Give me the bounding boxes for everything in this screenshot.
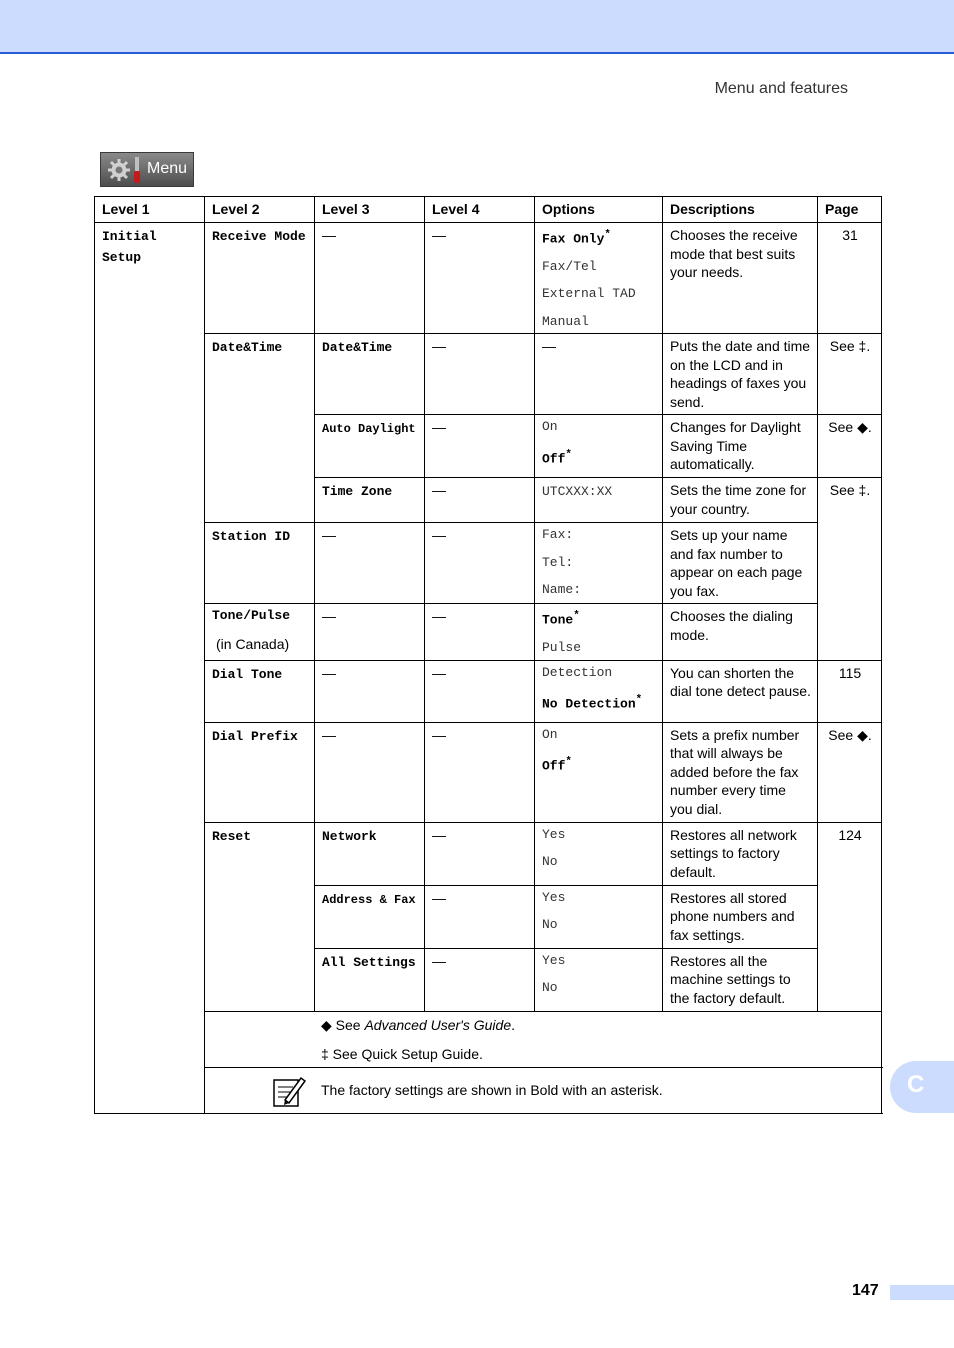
level3-cell: Date&Time	[315, 334, 425, 415]
level2-cell: Receive Mode	[205, 223, 315, 334]
level3-cell: —	[315, 523, 425, 604]
menu-settings-table	[94, 196, 882, 1114]
level2-cell: Station ID	[205, 523, 315, 604]
level3-cell: Auto Daylight	[315, 415, 425, 478]
level4-cell: —	[425, 604, 535, 660]
page-number-bar	[890, 1285, 954, 1300]
page-cell: See ◆.	[818, 415, 882, 478]
table-row-tone-pulse	[95, 604, 882, 660]
description-cell: Puts the date and time on the LCD and in headings of faxes you send.	[663, 334, 818, 415]
table-row-date-time	[95, 334, 882, 415]
chapter-side-tab-label: C	[907, 1071, 925, 1098]
header-page: Page	[818, 197, 882, 223]
level3-cell: Address & Fax	[315, 885, 425, 948]
page-cell: See ◆.	[818, 722, 882, 822]
level4-cell: —	[425, 948, 535, 1011]
menu-button[interactable]	[100, 152, 194, 187]
description-cell: Sets up your name and fax number to appear on each page you fax.	[663, 523, 818, 604]
description-cell: Chooses the receive mode that best suits your needs.	[663, 223, 818, 334]
footnotes-cell	[205, 1011, 882, 1067]
level4-cell: —	[425, 885, 535, 948]
table-row-receive-mode	[95, 223, 882, 334]
level4-cell: —	[425, 722, 535, 822]
level1-cell: Initial Setup	[95, 223, 205, 1114]
level4-cell: —	[425, 478, 535, 523]
table-row-station-id	[95, 523, 882, 604]
table-note-row	[95, 1067, 882, 1113]
description-cell: Chooses the dialing mode.	[663, 604, 818, 660]
description-cell: Sets a prefix number that will always be added before the fax number every time you dial.	[663, 722, 818, 822]
description-cell: You can shorten the dial tone detect pause.	[663, 660, 818, 722]
menu-button-label: Menu	[147, 160, 188, 177]
header-descriptions: Descriptions	[663, 197, 818, 223]
description-cell: Restores all the machine settings to the factory default.	[663, 948, 818, 1011]
options-cell: Yes No	[535, 885, 663, 948]
level2-cell: Date&Time	[205, 334, 315, 523]
options-cell: On Off*	[535, 415, 663, 478]
level4-cell: —	[425, 523, 535, 604]
level3-cell: —	[315, 722, 425, 822]
page-cell: 31	[818, 223, 882, 334]
level3-cell: Network	[315, 822, 425, 885]
level4-cell: —	[425, 822, 535, 885]
gear-icon	[107, 158, 131, 182]
page-cell: 115	[818, 660, 882, 722]
header-level3: Level 3	[315, 197, 425, 223]
options-cell: Detection No Detection*	[535, 660, 663, 722]
screwdriver-icon	[133, 157, 141, 183]
description-cell: Restores all network settings to factory default.	[663, 822, 818, 885]
options-cell: —	[535, 334, 663, 415]
options-cell: Fax Only* Fax/Tel External TAD Manual	[535, 223, 663, 334]
level4-cell: —	[425, 334, 535, 415]
page-cell: 124	[818, 822, 882, 1011]
level3-cell: Time Zone	[315, 478, 425, 523]
description-cell: Restores all stored phone numbers and fax settings.	[663, 885, 818, 948]
top-header-band	[0, 0, 954, 54]
table-row-dial-prefix	[95, 722, 882, 822]
options-cell: Yes No	[535, 948, 663, 1011]
level3-cell: All Settings	[315, 948, 425, 1011]
description-cell: Changes for Daylight Saving Time automatically.	[663, 415, 818, 478]
level4-cell: —	[425, 660, 535, 722]
header-level1: Level 1	[95, 197, 205, 223]
note-pencil-icon	[271, 1074, 307, 1108]
level2-cell: Dial Prefix	[205, 722, 315, 822]
page-header-title: Menu and features	[714, 80, 848, 97]
header-level4: Level 4	[425, 197, 535, 223]
table-header-row	[95, 197, 882, 223]
level2-cell: Reset	[205, 822, 315, 1011]
options-cell: Tone* Pulse	[535, 604, 663, 660]
level2-cell: Dial Tone	[205, 660, 315, 722]
footnote-dagger: ‡ See Quick Setup Guide.	[321, 1045, 483, 1062]
table-row-reset-network	[95, 822, 882, 885]
level4-cell: —	[425, 415, 535, 478]
options-cell: UTCXXX:XX	[535, 478, 663, 523]
level3-cell: —	[315, 223, 425, 334]
options-cell: On Off*	[535, 722, 663, 822]
description-cell: Sets the time zone for your country.	[663, 478, 818, 523]
header-options: Options	[535, 197, 663, 223]
page-cell: See ‡.	[818, 334, 882, 415]
level3-cell: —	[315, 604, 425, 660]
note-cell	[205, 1067, 882, 1113]
page-number: 147	[852, 1282, 879, 1299]
page-cell: See ‡.	[818, 478, 882, 660]
level3-cell: —	[315, 660, 425, 722]
level4-cell: —	[425, 223, 535, 334]
header-level2: Level 2	[205, 197, 315, 223]
options-cell: Fax: Tel: Name:	[535, 523, 663, 604]
note-text: The factory settings are shown in Bold with an asterisk.	[321, 1082, 663, 1099]
options-cell: Yes No	[535, 822, 663, 885]
footnote-diamond: ◆ See Advanced User's Guide.	[321, 1016, 515, 1033]
table-row-dial-tone	[95, 660, 882, 722]
chapter-side-tab	[890, 1061, 954, 1113]
table-footnotes-row	[95, 1011, 882, 1067]
level2-cell: Tone/Pulse (in Canada)	[205, 604, 315, 660]
